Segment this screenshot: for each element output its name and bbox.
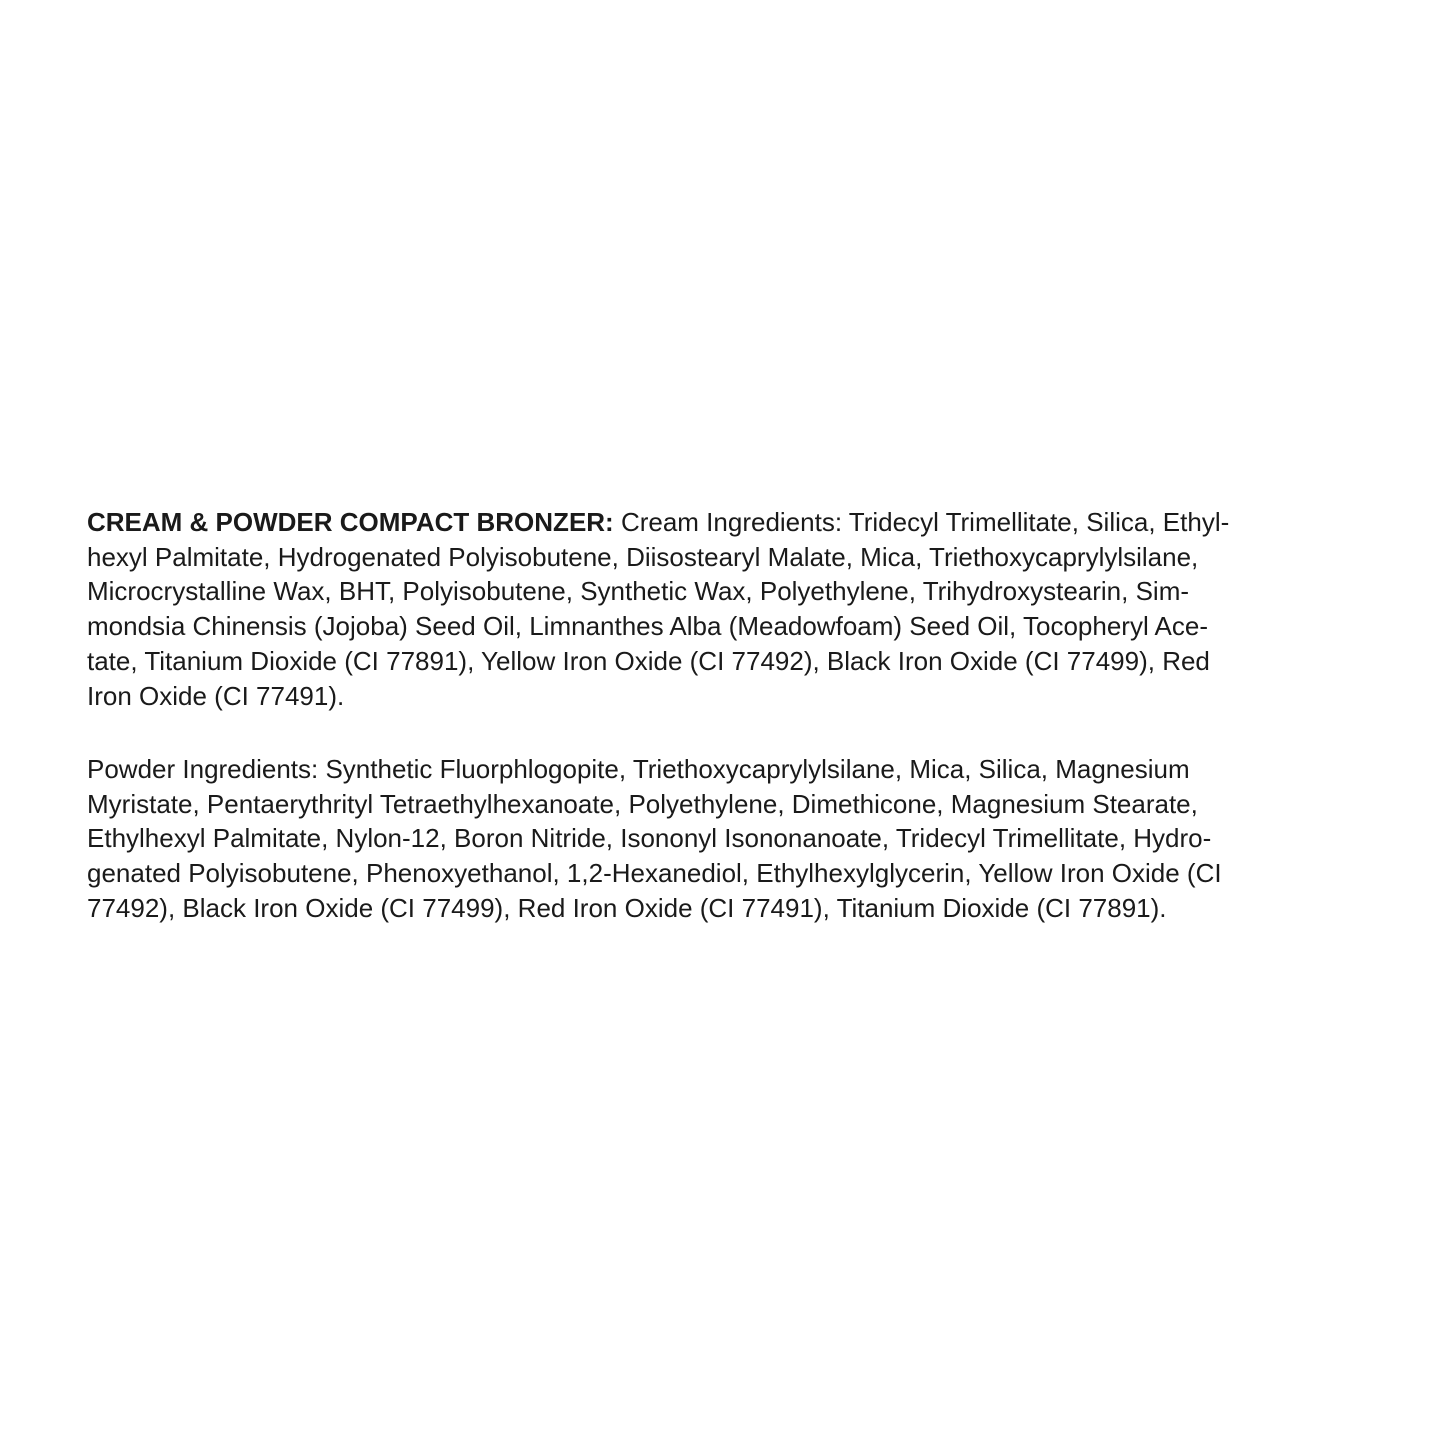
paragraph-line: Ethylhexyl Palmitate, Nylon-12, Boron Nitride, Isononyl Isononanoate, Tridecyl Trimellitate, Hydro- bbox=[87, 823, 1212, 854]
paragraph-line: mondsia Chinensis (Jojoba) Seed Oil, Limnanthes Alba (Meadowfoam) Seed Oil, Tocopheryl Ace- bbox=[87, 611, 1208, 642]
line-text: Cream Ingredients: Tridecyl Trimellitate, Silica, Ethyl- bbox=[613, 507, 1230, 537]
paragraph-line: hexyl Palmitate, Hydrogenated Polyisobutene, Diisostearyl Malate, Mica, Triethoxycaprylylsilane, bbox=[87, 541, 1199, 572]
paragraph-line: tate, Titanium Dioxide (CI 77891), Yellow Iron Oxide (CI 77492), Black Iron Oxide (CI 77499), Red bbox=[87, 645, 1210, 676]
paragraph-line: Iron Oxide (CI 77491). bbox=[87, 680, 345, 711]
paragraph-line: 77492), Black Iron Oxide (CI 77499), Red Iron Oxide (CI 77491), Titanium Dioxide (CI 77891). bbox=[87, 892, 1167, 923]
paragraph-line: Myristate, Pentaerythrityl Tetraethylhexanoate, Polyethylene, Dimethicone, Magnesium Stearate, bbox=[87, 788, 1198, 819]
paragraph-line: Powder Ingredients: Synthetic Fluorphlogopite, Triethoxycaprylylsilane, Mica, Silica, Magnesium bbox=[87, 754, 1190, 784]
paragraph-line: Microcrystalline Wax, BHT, Polyisobutene, Synthetic Wax, Polyethylene, Trihydroxystearin, Sim- bbox=[87, 576, 1190, 607]
paragraph-line: genated Polyisobutene, Phenoxyethanol, 1,2-Hexanediol, Ethylhexylglycerin, Yellow Iron Oxide (CI bbox=[87, 858, 1222, 889]
paragraph-line bbox=[87, 505, 1229, 540]
product-heading: CREAM & POWDER COMPACT BRONZER: bbox=[87, 507, 614, 537]
